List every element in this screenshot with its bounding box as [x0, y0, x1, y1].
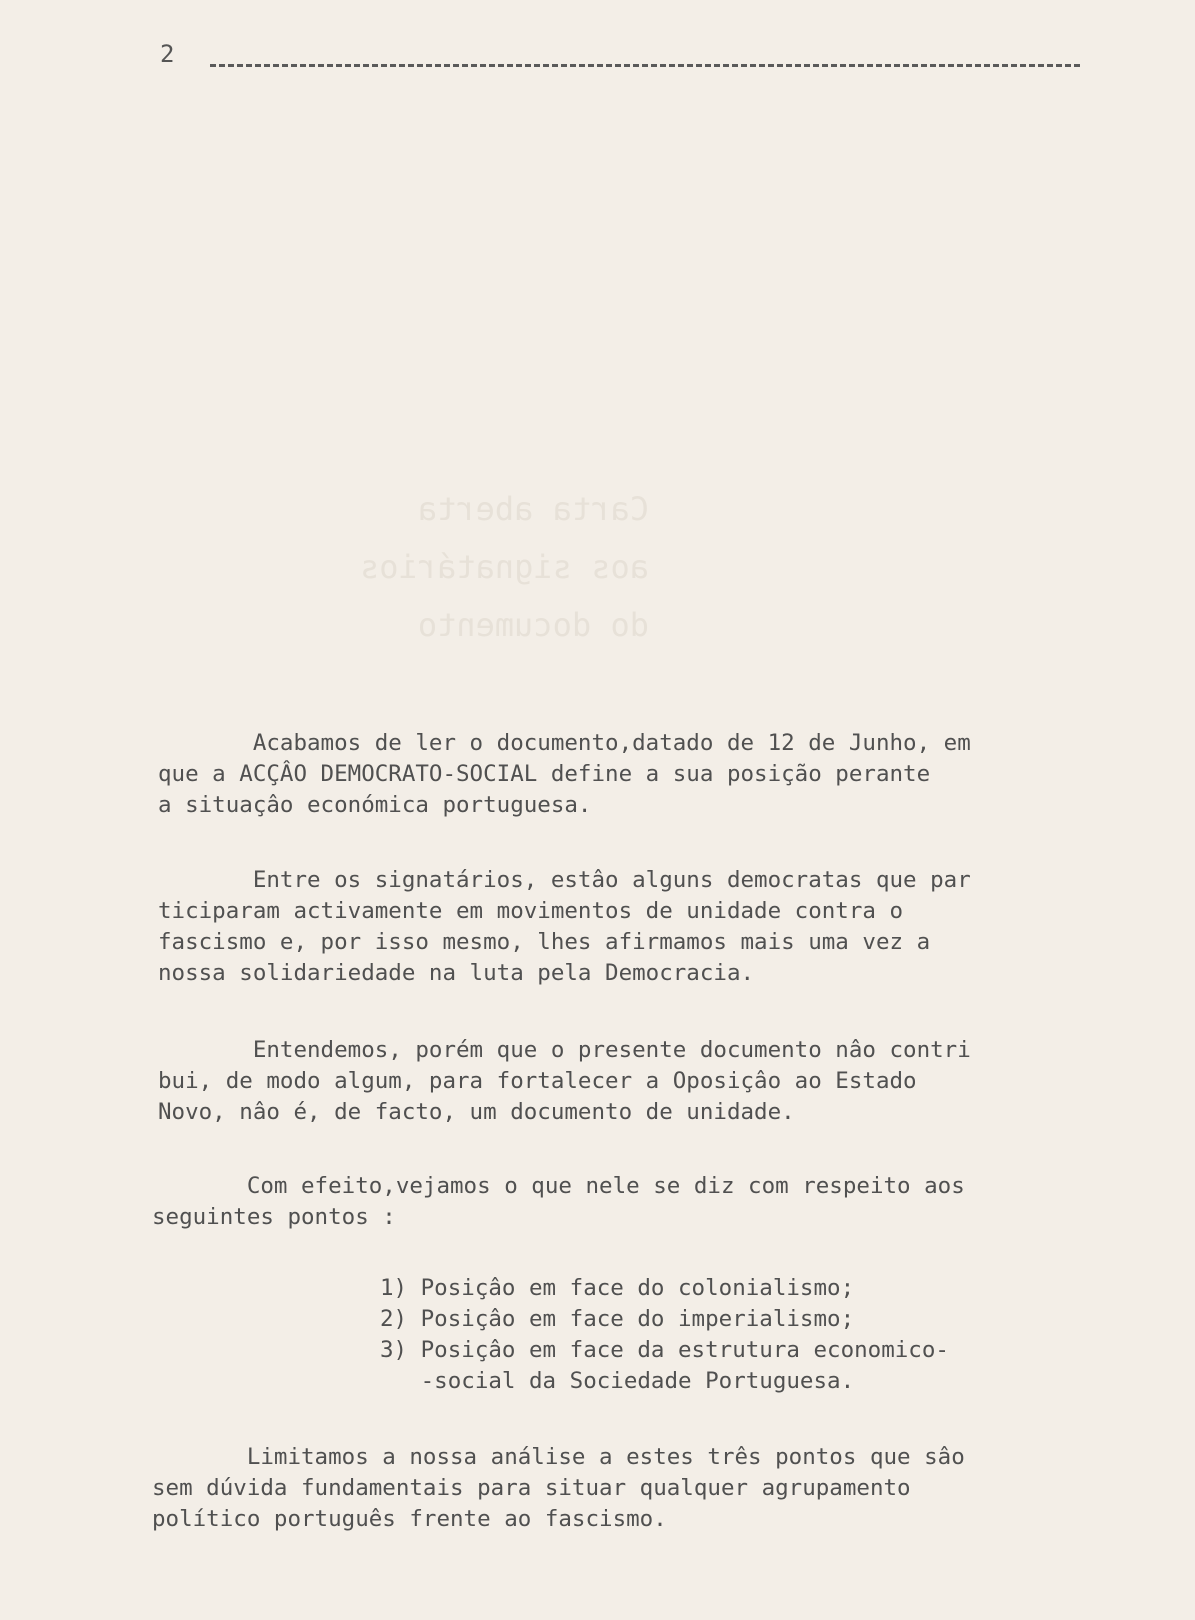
text-line: bui, de modo algum, para fortalecer a Oposiçâo ao Estado	[158, 1068, 917, 1094]
paragraph-closing	[152, 1442, 965, 1535]
text-line: nossa solidariedade na luta pela Democracia.	[158, 960, 755, 986]
paragraph-signatories	[158, 865, 971, 989]
paragraph-points-intro	[152, 1171, 965, 1233]
bleed-line: Carta aberta	[417, 490, 649, 528]
text-line: que a ACÇÂO DEMOCRATO-SOCIAL define a sua posição perante	[158, 761, 931, 787]
page-header	[160, 40, 1080, 80]
paragraph-intro	[158, 728, 971, 821]
list-item: 2) Posiçâo em face do imperialismo;	[380, 1306, 855, 1332]
text-line: Entre os signatários, estâo alguns democratas que par	[158, 867, 971, 893]
numbered-list	[380, 1273, 949, 1397]
list-item: 1) Posiçâo em face do colonialismo;	[380, 1275, 855, 1301]
page-number: 2	[160, 40, 175, 68]
text-line: Acabamos de ler o documento,datado de 12 de Junho, em	[158, 730, 971, 756]
text-line: seguintes pontos :	[152, 1204, 396, 1230]
text-line: Entendemos, porém que o presente documento nâo contri	[158, 1037, 971, 1063]
list-item: 3) Posiçâo em face da estrutura economico-	[380, 1337, 949, 1363]
text-line: ticiparam activamente em movimentos de unidade contra o	[158, 898, 904, 924]
list-item-continuation: -social da Sociedade Portuguesa.	[380, 1368, 855, 1394]
bleed-line: aos signatários	[360, 548, 649, 586]
text-line: político português frente ao fascismo.	[152, 1506, 667, 1532]
text-line: Novo, nâo é, de facto, um documento de unidade.	[158, 1099, 795, 1125]
text-line: sem dúvida fundamentais para situar qualquer agrupamento	[152, 1475, 911, 1501]
text-line: Limitamos a nossa análise a estes três pontos que sâo	[152, 1444, 965, 1470]
bleed-line: do documento	[417, 606, 649, 644]
bleed-through-text	[360, 480, 649, 654]
header-dashed-rule	[210, 64, 1080, 67]
text-line: a situaçâo económica portuguesa.	[158, 792, 592, 818]
text-line: fascismo e, por isso mesmo, lhes afirmamos mais uma vez a	[158, 929, 931, 955]
paragraph-position	[158, 1035, 971, 1128]
text-line: Com efeito,vejamos o que nele se diz com respeito aos	[152, 1173, 965, 1199]
